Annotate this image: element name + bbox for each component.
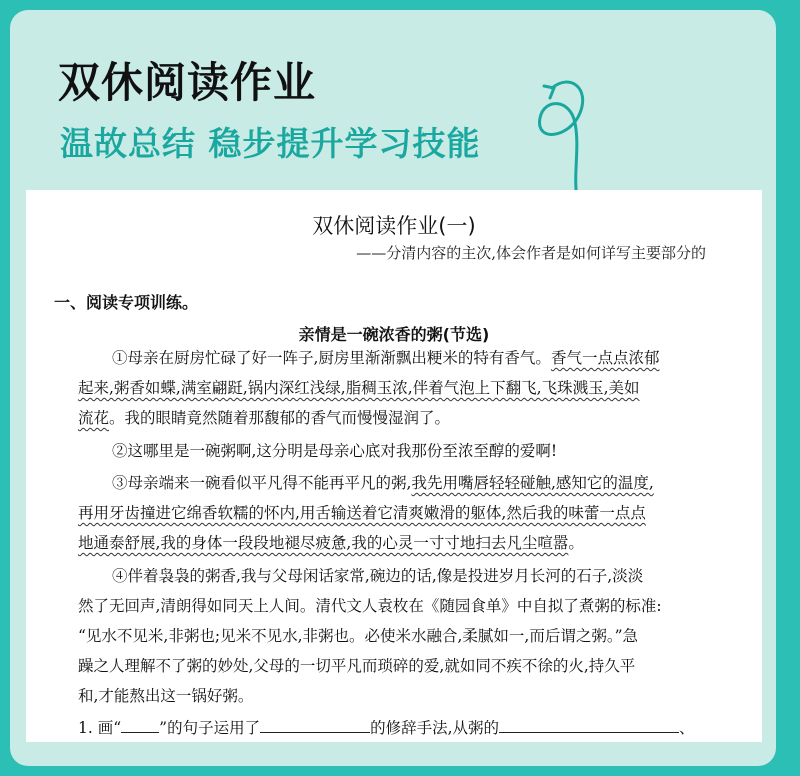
paragraph-4-line-3: “见水不见米,非粥也;见米不见水,非粥也。必使米水融合,柔腻如一,而后谓之粥。”急 [78, 627, 639, 645]
paragraph-3-line-2 [78, 498, 748, 528]
question-text: 、 [679, 719, 695, 737]
paragraph-text: 。我的眼睛竟然随着那馥郁的香气而慢慢湿润了。 [109, 409, 451, 427]
paragraph-text: 。 [568, 534, 584, 552]
question-text: ”的句子运用了 [159, 719, 261, 737]
paragraph-2-line-1: ②这哪里是一碗粥啊,这分明是母亲心底对我那份至浓至醇的爱啊! [112, 442, 558, 460]
paragraph-text: ①母亲在厨房忙碌了好一阵子,厨房里渐渐飘出粳米的特有香气。 [112, 349, 551, 367]
page-title: 双休阅读作业 [58, 58, 317, 107]
answer-blank-2[interactable] [260, 718, 370, 733]
underlined-sentence: 再用牙齿撞进它绵香软糯的怀内,用舌输送着它清爽嫩滑的躯体,然后我的味蕾一点点 [78, 504, 646, 522]
paragraph-4-line-2: 然了无回声,清朗得如同天上人间。清代文人袁枚在《随园食单》中自拟了煮粥的标准: [78, 597, 662, 615]
underlined-sentence: 香气一点点浓郁 [550, 349, 660, 367]
header-banner [10, 10, 776, 190]
answer-blank-3[interactable] [499, 718, 679, 733]
paragraph-3-line-3 [78, 528, 748, 558]
paragraph-1-line-2 [78, 373, 748, 403]
question-text: 的修辞手法,从粥的 [370, 719, 500, 737]
document-paper [26, 190, 762, 742]
section-heading: 一、阅读专项训练。 [54, 293, 199, 312]
page-subtitle: 温故总结 稳步提升学习技能 [60, 124, 481, 163]
paragraph-text: ③母亲端来一碗看似平凡得不能再平凡的粥, [112, 474, 412, 492]
document-title: 双休阅读作业(一) [312, 214, 476, 238]
page-frame [10, 10, 776, 766]
underlined-sentence: 地通泰舒展,我的身体一段段地褪尽疲惫,我的心灵一寸寸地扫去凡尘喧嚣 [78, 534, 569, 552]
underlined-sentence: 流花 [78, 409, 110, 427]
question-text: 1. 画“ [78, 719, 122, 737]
question-1 [78, 716, 695, 738]
underlined-sentence: 起来,粥香如蝶,满室翩跹,锅内深红浅绿,脂稠玉浓,伴着气泡上下翻飞,飞珠溅玉,美如 [78, 379, 640, 397]
article-title: 亲情是一碗浓香的粥(节选) [298, 325, 490, 344]
document-subtitle: ——分清内容的主次,体会作者是如何详写主要部分的 [356, 244, 706, 262]
paragraph-4-line-5: 和,才能熬出这一锅好粥。 [78, 687, 254, 705]
paragraph-4-line-1: ④伴着袅袅的粥香,我与父母闲话家常,碗边的话,像是投进岁月长河的石子,淡淡 [112, 567, 644, 585]
answer-blank-1[interactable] [121, 718, 159, 733]
paragraph-3-line-1 [112, 468, 762, 498]
underlined-sentence: 我先用嘴唇轻轻碰触,感知它的温度, [411, 474, 654, 492]
paragraph-1-line-1 [112, 343, 762, 373]
paragraph-4-line-4: 躁之人理解不了粥的妙处,父母的一切平凡而琐碎的爱,就如同不疾不徐的火,持久平 [78, 657, 636, 675]
paragraph-1-line-3 [78, 403, 748, 433]
